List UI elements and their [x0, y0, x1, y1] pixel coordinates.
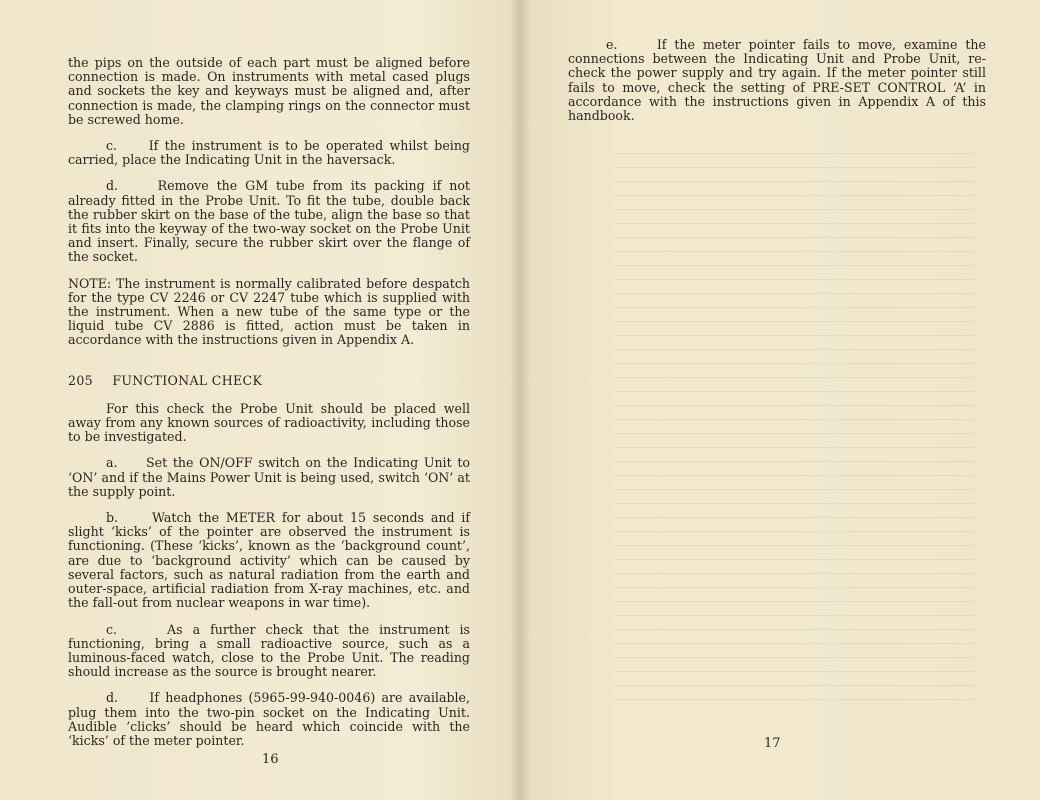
section-title: FUNCTIONAL CHECK [112, 372, 263, 388]
step-b: b. Watch the METER for about 15 seconds and if slight ‘kicks’ of the pointer are observed the instrument is functioning. (These ‘kicks’, known as the ‘background count’, are due to ‘background activity’ which can be caused by several factors, such as natural radiation from the earth and outer-space, artificial radiation from X-ray machines, etc. and the fall-out from nuclear weapons in war time). [68, 510, 475, 611]
section-intro: For this check the Probe Unit should be placed well away from any known sources of radioactivity, including those to be investigated. [68, 400, 470, 445]
left-page-text [68, 55, 475, 760]
page-number-right: 17 [764, 736, 781, 751]
page-number-left: 16 [262, 752, 279, 767]
note-paragraph: NOTE: The instrument is normally calibrated before despatch for the type CV 2246 or CV 2247 tube which is supplied with the instrument. When a new tube of the same type or the liquid tube CV 2886 is fitted, action must be taken in accordance with the instructions given in Appendix A. [68, 275, 470, 348]
step-e: e. If the meter pointer fails to move, examine the connections between the Indicating Unit and Probe Unit, re-check the power supply and try again. If the meter pointer still fails to move, check the setting of PRE-SET CONTROL ‘A’ in accordance with the instructions given in Appendix A of this handbook. [568, 37, 991, 124]
right-page [520, 0, 1040, 800]
step-a: a. Set the ON/OFF switch on the Indicating Unit to ‘ON’ and if the Mains Power Unit is being used, switch ‘ON’ at the supply point. [68, 455, 475, 499]
show-through-texture [615, 140, 975, 700]
step-d: d. If headphones (5965-99-940-0046) are available, plug them into the two-pin socket on the Indicating Unit. Audible ‘clicks’ should be heard which coincide with the ‘kicks’ of the meter pointer. [68, 690, 475, 748]
section-heading [68, 374, 470, 388]
step-c: c. As a further check that the instrument is functioning, bring a small radioactive source, such as a luminous-faced watch, close to the Probe Unit. The reading should increase as the source is brought nearer. [68, 621, 475, 680]
section-number: 205 [68, 372, 93, 388]
paragraph-continued: the pips on the outside of each part must be aligned before connection is made. On instruments with metal cased plugs and sockets the key and keyways must be aligned and, after connection is made, the clamping rings on the connector must be screwed home. [68, 55, 470, 127]
right-page-text [568, 37, 991, 135]
paragraph-d: d. Remove the GM tube from its packing if not already fitted in the Probe Unit. To fit the tube, double back the rubber skirt on the base of the tube, align the base so that it fits into the keyway of the two-way socket on the Probe Unit and insert. Finally, secure the rubber skirt over the flange of the socket. [68, 178, 475, 265]
paragraph-c: c. If the instrument is to be operated whilst being carried, place the Indicating Unit in the haversack. [68, 138, 475, 168]
